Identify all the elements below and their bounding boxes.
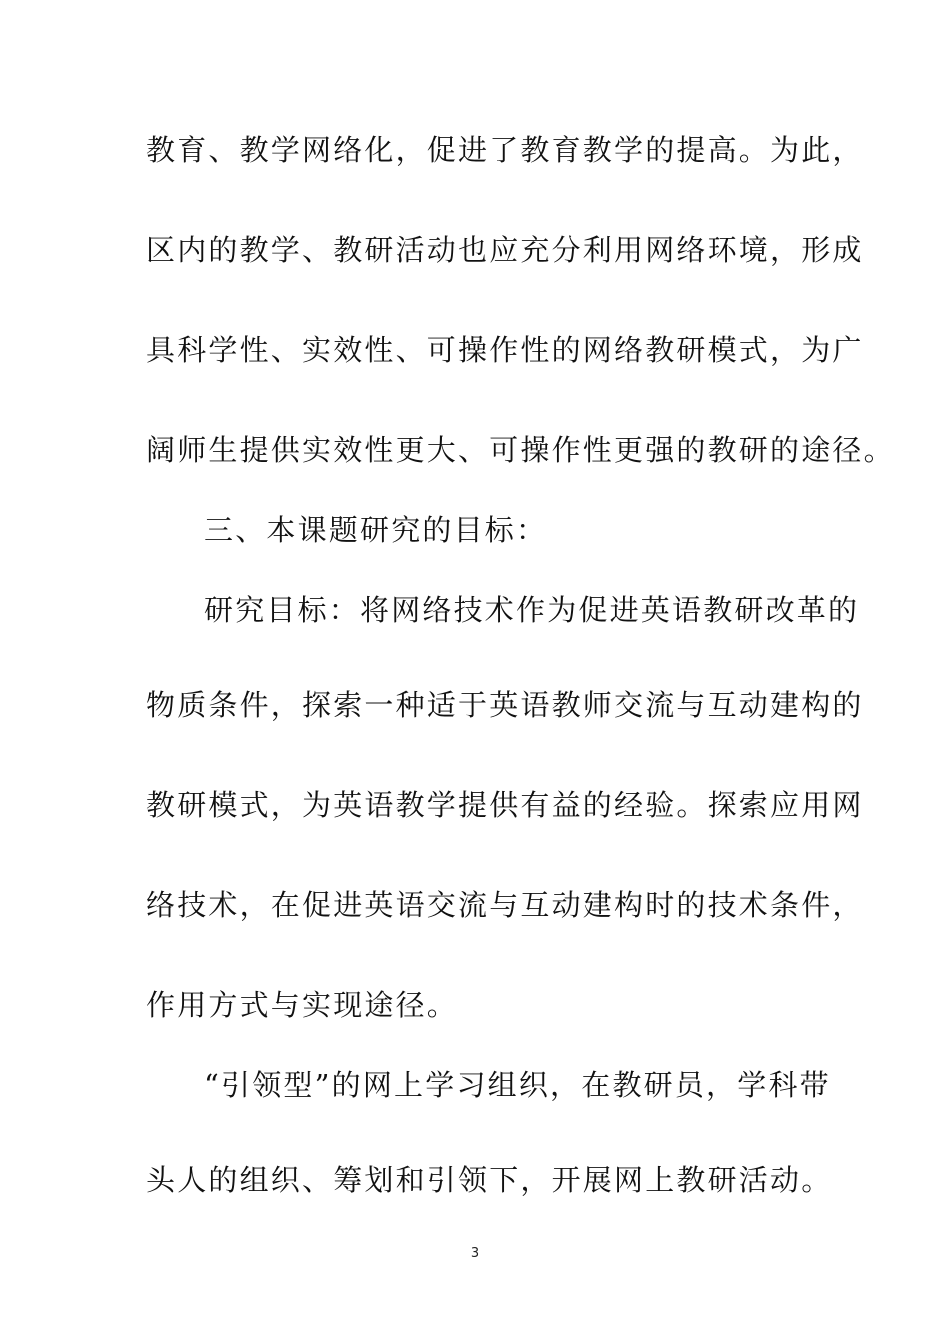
paragraph-line: 阔师生提供实效性更大、可操作性更强的教研的途径。: [146, 433, 895, 467]
page-number: 3: [470, 1246, 480, 1261]
paragraph-line: 具科学性、实效性、可操作性的网络教研模式，为广: [146, 333, 864, 367]
paragraph-line: 物质条件，探索一种适于英语教师交流与互动建构的: [146, 688, 864, 722]
section-heading: 三、本课题研究的目标：: [204, 513, 548, 547]
paragraph-line: 头人的组织、筹划和引领下，开展网上教研活动。: [146, 1163, 833, 1197]
paragraph-line: 教研模式，为英语教学提供有益的经验。探索应用网: [146, 788, 864, 822]
paragraph-line: 区内的教学、教研活动也应充分利用网络环境，形成: [146, 233, 864, 267]
paragraph-line: 研究目标：将网络技术作为促进英语教研改革的: [204, 593, 860, 627]
paragraph-line: “引领型”的网上学习组织，在教研员，学科带: [204, 1068, 831, 1102]
paragraph-line: 络技术，在促进英语交流与互动建构时的技术条件，: [146, 888, 864, 922]
paragraph-line: 教育、教学网络化，促进了教育教学的提高。为此，: [146, 133, 864, 167]
paragraph-line: 作用方式与实现途径。: [146, 988, 459, 1022]
